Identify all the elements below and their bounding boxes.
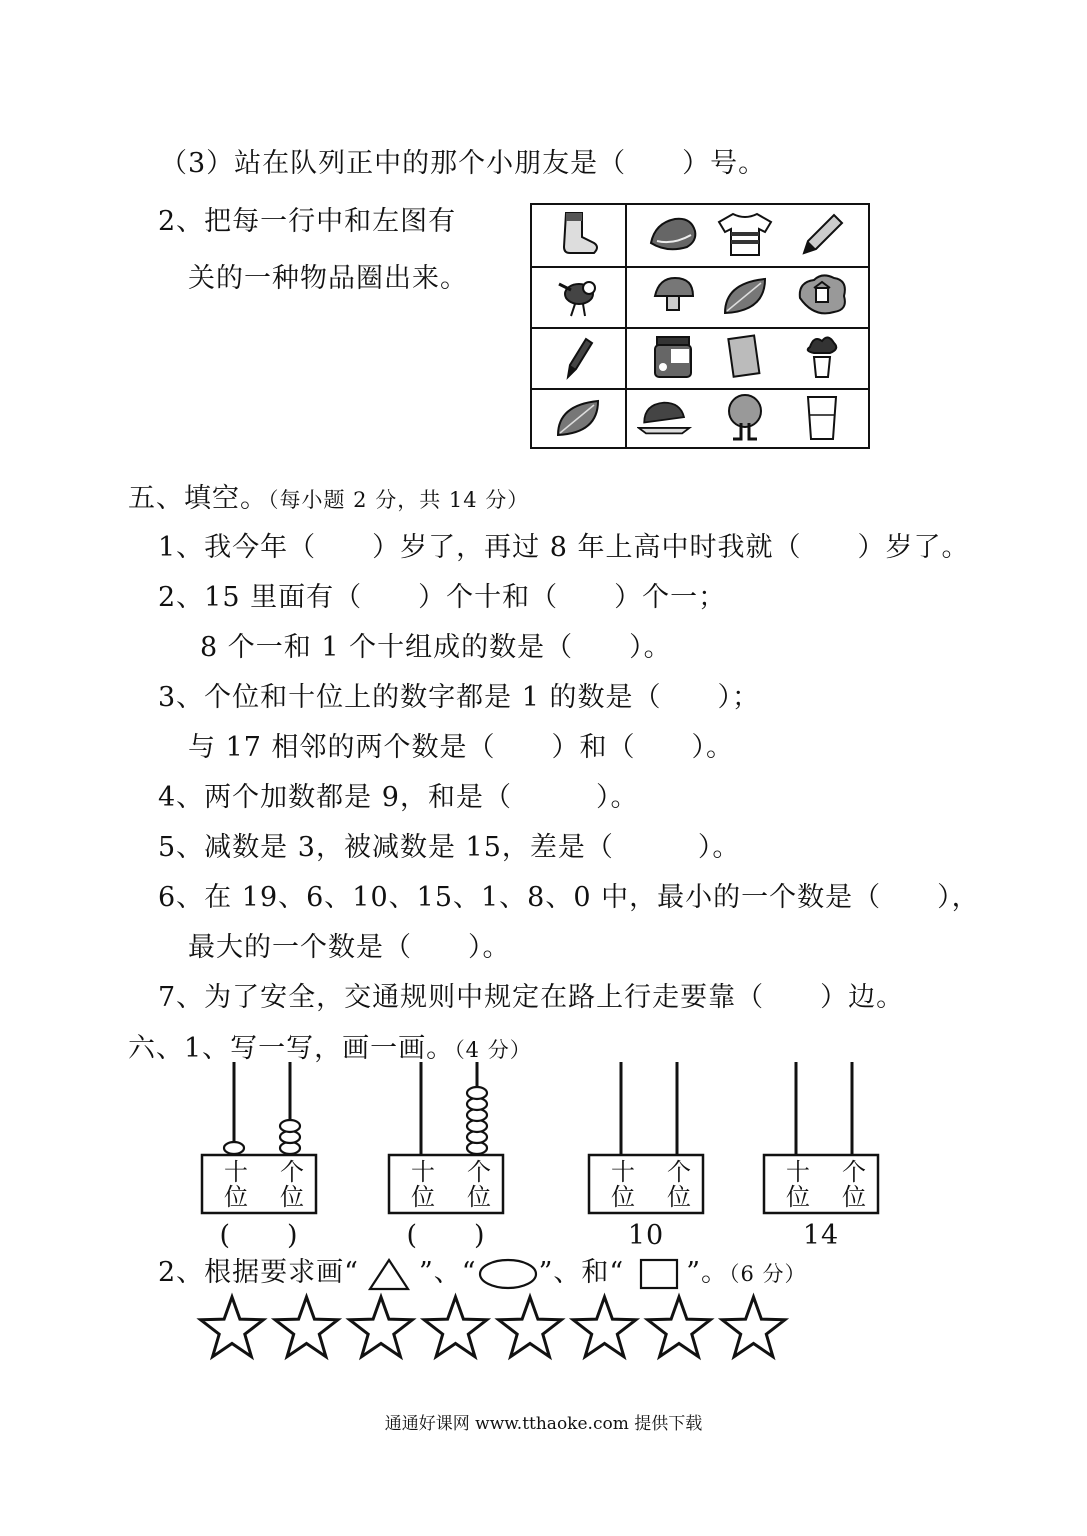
star-icon: [350, 1297, 413, 1357]
star-icon: [424, 1297, 487, 1357]
pencil-icon[interactable]: [794, 211, 850, 259]
tens-label: 十: [611, 1158, 635, 1186]
fill-item-4: 4、两个加数都是 9，和是（ ）。: [158, 782, 639, 813]
abacus: [192, 1062, 326, 1217]
grid-row: [532, 266, 868, 329]
star-icon: [722, 1297, 785, 1357]
tens-place-label: 位: [611, 1183, 635, 1211]
ones-place-label: 位: [842, 1183, 866, 1211]
fill-item-2b: 8 个一和 1 个十组成的数是（ ）。: [200, 632, 672, 663]
draw-score-note: （6 分）: [729, 1262, 807, 1286]
draw-separator-1: ”、“: [418, 1257, 477, 1288]
q2-circle-instruction-line2: 关的一种物品圈出来。: [188, 263, 468, 294]
abacus-bead: [224, 1142, 244, 1154]
draw-suffix: ”。: [686, 1257, 730, 1288]
abacus-bead: [467, 1087, 487, 1099]
picture-grid: [530, 203, 870, 449]
draw-separator-2: ”、和“: [538, 1257, 625, 1288]
abacus-answer: 10: [627, 1220, 665, 1251]
abacus: [579, 1062, 713, 1217]
grid-row: [532, 205, 868, 268]
star-icon: [648, 1297, 711, 1357]
leaf-icon[interactable]: [717, 272, 773, 320]
ones-place-label: 位: [667, 1183, 691, 1211]
ones-label: 个: [667, 1158, 691, 1186]
abacus: [754, 1062, 888, 1217]
grid-row: [532, 388, 868, 449]
star-icon: [275, 1297, 338, 1357]
footer-credit: 通通好课网 www.tthaoke.com 提供下载: [384, 1414, 703, 1434]
section5-heading: [128, 482, 529, 517]
fill-item-6b: 最大的一个数是（ ）。: [188, 932, 511, 963]
tens-place-label: 位: [411, 1183, 435, 1211]
abacus-answer: ( ): [406, 1220, 486, 1251]
tens-place-label: 位: [786, 1183, 810, 1211]
star-icon: [499, 1297, 562, 1357]
q2-circle-instruction-line1: 2、把每一行中和左图有: [158, 206, 457, 237]
draw-shapes-instruction: [158, 1256, 807, 1291]
shirt-icon[interactable]: [717, 211, 773, 259]
shoe-icon[interactable]: [645, 211, 701, 259]
abacus-bead: [280, 1120, 300, 1132]
fill-item-3a: 3、个位和十位上的数字都是 1 的数是（ ）；: [158, 682, 761, 713]
flower-vase-icon[interactable]: [794, 333, 850, 381]
fill-item-7: 7、为了安全，交通规则中规定在路上行走要靠（ ）边。: [158, 982, 905, 1013]
ones-place-label: 位: [467, 1183, 491, 1211]
abacus-answer: 14: [802, 1220, 840, 1251]
glass-icon[interactable]: [794, 394, 850, 442]
birdhouse-icon[interactable]: [794, 272, 850, 320]
star-icon: [201, 1297, 264, 1357]
q3-standing-question: （3）站在队列正中的那个小朋友是（ ）号。: [160, 148, 767, 179]
hat-icon[interactable]: [637, 394, 693, 442]
crayon-icon: [550, 333, 606, 381]
tens-label: 十: [786, 1158, 810, 1186]
bird-icon: [550, 272, 606, 320]
tree-icon[interactable]: [717, 394, 773, 442]
sock-icon: [550, 211, 606, 259]
fill-item-5: 5、减数是 3，被减数是 15，差是（ ）。: [158, 832, 741, 863]
fill-item-2a: 2、15 里面有（ ）个十和（ ）个一；: [158, 582, 727, 613]
ones-place-label: 位: [280, 1183, 304, 1211]
fill-item-3b: 与 17 相邻的两个数是（ ）和（ ）。: [188, 732, 735, 763]
tens-label: 十: [411, 1158, 435, 1186]
fill-item-1: 1、我今年（ ）岁了，再过 8 年上高中时我就（ ）岁了。: [158, 532, 970, 563]
star-row: [0, 1290, 1087, 1370]
tens-label: 十: [224, 1158, 248, 1186]
mushroom-icon[interactable]: [645, 272, 701, 320]
draw-prefix: 2、根据要求画“: [158, 1257, 359, 1288]
oval-icon: [477, 1257, 539, 1291]
leaf-icon: [550, 394, 606, 442]
section5-score-note: （每小题 2 分，共 14 分）: [268, 488, 530, 512]
section5-title: 五、填空。: [128, 483, 268, 514]
section6-score-note: （4 分）: [454, 1038, 532, 1062]
ones-label: 个: [842, 1158, 866, 1186]
square-icon: [638, 1257, 682, 1291]
abacus: [379, 1062, 513, 1217]
ones-label: 个: [280, 1158, 304, 1186]
ones-label: 个: [467, 1158, 491, 1186]
abacus-answer: ( ): [219, 1220, 299, 1251]
triangle-icon: [367, 1257, 411, 1291]
section6-title: 六、1、写一写，画一画。: [128, 1033, 455, 1064]
grid-row: [532, 327, 868, 390]
jar-icon[interactable]: [645, 333, 701, 381]
star-icon: [573, 1297, 636, 1357]
fill-item-6a: 6、在 19、6、10、15、1、8、0 中，最小的一个数是（ ），: [158, 882, 980, 913]
tens-place-label: 位: [224, 1183, 248, 1211]
notebook-icon[interactable]: [717, 333, 773, 381]
